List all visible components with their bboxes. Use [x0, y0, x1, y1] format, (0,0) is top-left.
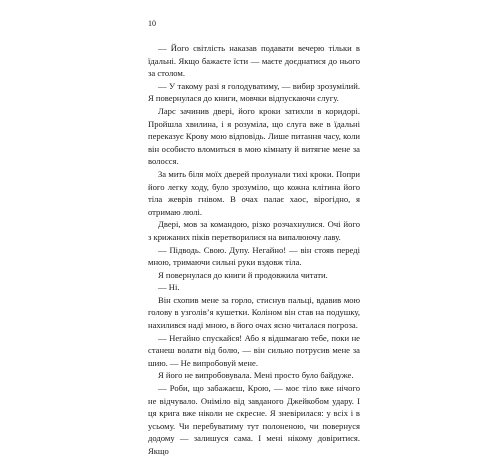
paragraph: За мить біля моїх дверей пролунали тихі кроки. Попри його легку ходу, було зрозуміло, що кожна клітина його тіла жеврів гнівом. В очах палає хаос, вірогідно, я отримаю люлі.: [148, 168, 360, 217]
paragraph: — Негайно спускайся! Або я відшмагаю тебе, поки не станеш волати від болю, — він сильно потрусив мене за шию. — Не випробовуй мене.: [148, 332, 360, 368]
paragraph: Я повернулася до книги й продовжила читати.: [158, 269, 328, 280]
paragraph: Він схопив мене за горло, стиснув пальці, вдавив мою голову в узголів’я кушетки. Коліном він став на подушку, нахилився наді мною, в його очах ясно читалася погроза.: [148, 294, 360, 331]
paragraph: Ларс зачинив двері, його кроки затихли в коридорі. Пройшла хвилина, і я розуміла, що слуга вже в їдальні переказує Крову мою відповідь. Лише питання часу, коли він особисто вломиться в мою кімнату й витягне мене за волосся.: [148, 105, 360, 167]
body-text: [148, 42, 360, 458]
paragraph: — Ні.: [158, 282, 180, 293]
paragraph: — У такому разі я голодуватиму, — вибир зрозумілий. Я повернулася до книги, мовчки відпускаючи слугу.: [148, 80, 360, 104]
paragraph: Я його не випробовувала. Мені просто було байдуже.: [158, 370, 354, 381]
paragraph: Двері, мов за командою, різко розчахнулися. Очі його з крижаних піків перетворилися на випалюючу лаву.: [148, 219, 360, 242]
paragraph: — Його світлість наказав подавати вечерю тільки в їдальні. Якщо бажаєте їсти — маєте доєднатися до нього за столом.: [148, 43, 360, 79]
page-number: 10: [148, 19, 156, 28]
paragraph: — Підводь. Свою. Дупу. Негайно! — він стояв переді мною, тримаючи сильні руки вздовж тіла.: [148, 244, 360, 268]
paragraph: — Роби, що забажаєш, Крою, — моє тіло вже нічого не відчувало. Оніміло від завданого Джейкобом удару. І ця крига вже ніколи не скресне. Я зневірилася: у всіх і в усьому. Чи перебуватиму тут полоненою, чи повернуся додому — залишуся сама. І мені нікому довіритися. Якщо: [148, 383, 360, 456]
